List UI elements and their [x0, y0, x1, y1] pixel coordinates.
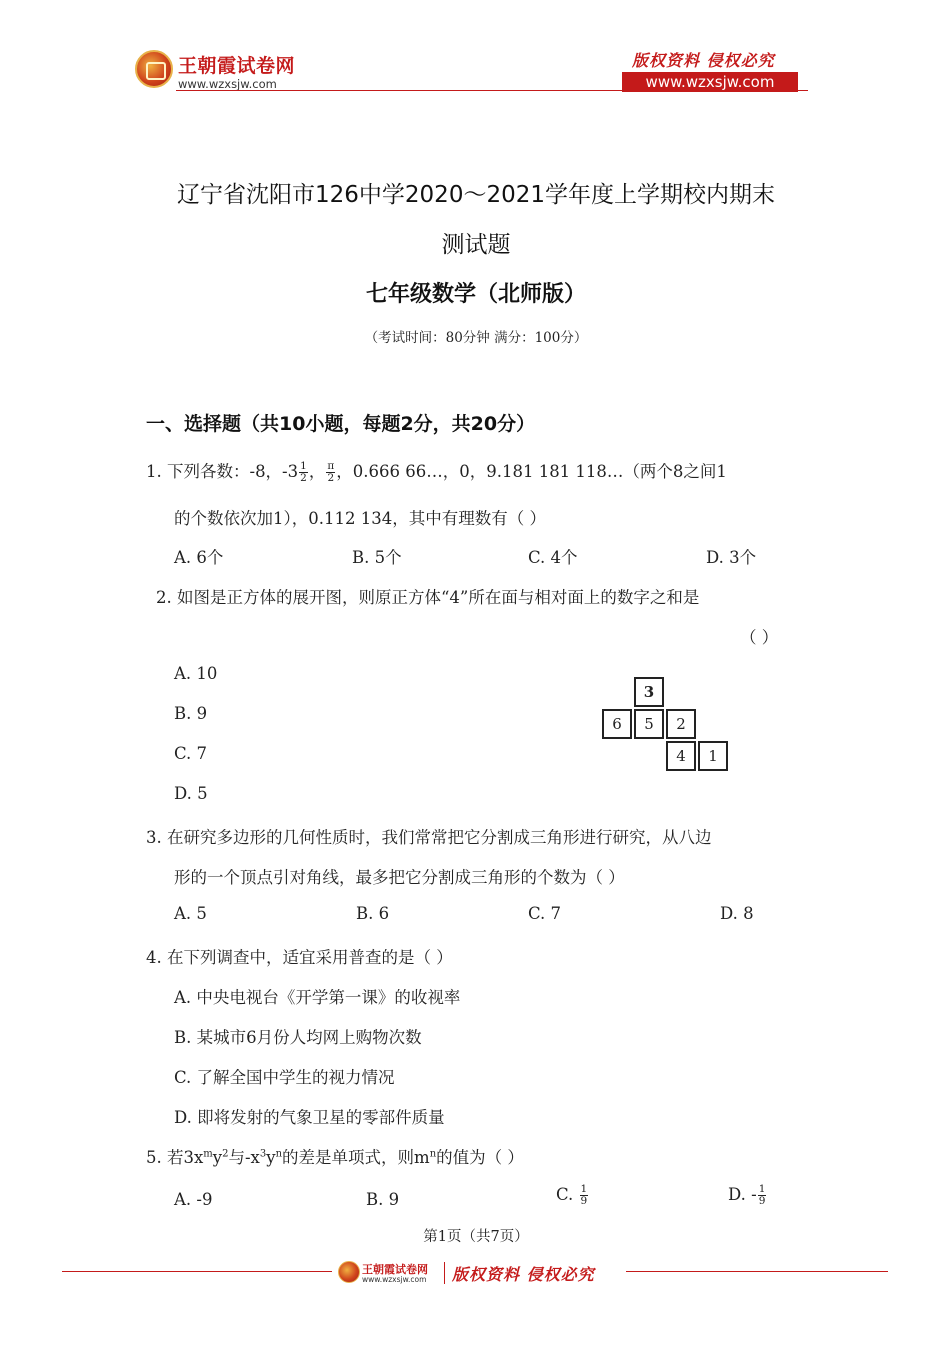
exam-subtitle: 七年级数学（北师版）	[365, 282, 586, 307]
site-brand-name: 王朝霞试卷网	[178, 55, 296, 77]
q5-part: y	[212, 1148, 223, 1167]
footer-divider-right	[626, 1271, 888, 1272]
q5-part: 的值为（ ）	[436, 1148, 524, 1167]
net-cell-mid-center: 5	[634, 709, 664, 739]
q1-option-d: D. 3个	[706, 548, 757, 567]
site-brand-url: www.wzxsjw.com	[178, 77, 277, 91]
fraction-pi-half	[326, 461, 335, 484]
frac-num: π	[327, 460, 335, 472]
q5-option-d-label: D. -	[728, 1185, 757, 1204]
footer-copyright: 版权资料 侵权必究	[452, 1265, 595, 1284]
q5-sup: 2	[222, 1148, 229, 1160]
footer-brand-name: 王朝霞试卷网	[362, 1263, 428, 1276]
fraction-one-ninth	[758, 1184, 767, 1207]
q5-sup: n	[275, 1148, 283, 1160]
q5-option-c-label: C.	[556, 1185, 574, 1204]
q5-part: 的差是单项式，则m	[282, 1148, 430, 1167]
q5-part: y	[266, 1148, 276, 1167]
header-copyright: 版权资料 侵权必究	[632, 51, 775, 70]
q2-option-d: D. 5	[174, 784, 208, 803]
footer-brand-url: www.wzxsjw.com	[362, 1275, 427, 1284]
net-cell-mid-right: 2	[666, 709, 696, 739]
net-cell-bottom-left: 4	[666, 741, 696, 771]
question-1-line1	[146, 458, 727, 484]
frac-den: 2	[327, 472, 335, 484]
q1-prefix: 1. 下列各数：-8，-3	[146, 462, 299, 481]
q1-option-c: C. 4个	[528, 548, 578, 567]
q1-option-a: A. 6个	[174, 548, 224, 567]
fraction-one-half	[299, 461, 308, 484]
net-cell-top: 3	[634, 677, 664, 707]
footer-separator	[444, 1262, 445, 1284]
question-2-stem: 2. 如图是正方体的展开图，则原正方体“4”所在面与相对面上的数字之和是	[156, 588, 700, 607]
section-heading: 一、选择题（共10小题，每题2分，共20分）	[146, 413, 536, 435]
q4-option-a: A. 中央电视台《开学第一课》的收视率	[174, 988, 461, 1007]
question-2-paren: （ ）	[740, 628, 779, 647]
net-cell-mid-left: 6	[602, 709, 632, 739]
q1-rest: ，0.666 66…，0，9.181 181 118…（两个8之间1	[336, 462, 727, 481]
fraction-one-ninth	[580, 1184, 589, 1207]
q5-sup: n	[429, 1148, 437, 1160]
question-4-stem: 4. 在下列调查中，适宜采用普查的是（ ）	[146, 948, 453, 967]
question-3-line2: 形的一个顶点引对角线，最多把它分割成三角形的个数为（ ）	[174, 868, 625, 887]
q3-option-c: C. 7	[528, 904, 562, 923]
header-url-box: www.wzxsjw.com	[622, 72, 798, 92]
q5-option-a: A. -9	[174, 1190, 213, 1209]
q5-option-b: B. 9	[366, 1190, 400, 1209]
frac-den: 9	[758, 1195, 766, 1207]
q4-option-b: B. 某城市6月份人均网上购物次数	[174, 1028, 422, 1047]
q2-option-c: C. 7	[174, 744, 208, 763]
net-cell-bottom-right: 1	[698, 741, 728, 771]
exam-title-line1: 辽宁省沈阳市126中学2020～2021学年度上学期校内期末	[177, 182, 775, 208]
footer-divider-left	[62, 1271, 332, 1272]
q5-sup: m	[203, 1148, 213, 1160]
q2-option-a: A. 10	[174, 664, 218, 683]
q5-part: 5. 若3x	[146, 1148, 204, 1167]
frac-num: 1	[300, 460, 307, 472]
q5-option-c	[556, 1184, 589, 1207]
q4-option-d: D. 即将发射的气象卫星的零部件质量	[174, 1108, 445, 1127]
q3-option-b: B. 6	[356, 904, 390, 923]
q2-option-b: B. 9	[174, 704, 208, 723]
page-number: 第1页（共7页）	[423, 1229, 529, 1245]
exam-title-line2: 测试题	[441, 232, 511, 258]
frac-num: 1	[580, 1183, 588, 1195]
q4-option-c: C. 了解全国中学生的视力情况	[174, 1068, 395, 1087]
q5-part: 与-x	[228, 1148, 260, 1167]
q5-option-d	[728, 1184, 767, 1207]
frac-den: 2	[300, 472, 307, 484]
q1-option-b: B. 5个	[352, 548, 402, 567]
question-5-stem	[146, 1144, 524, 1168]
frac-num: 1	[758, 1183, 766, 1195]
question-3-line1: 3. 在研究多边形的几何性质时，我们常常把它分割成三角形进行研究，从八边	[146, 828, 712, 847]
site-logo-icon	[135, 50, 173, 88]
question-1-line2: 的个数依次加1），0.112 134，其中有理数有（ ）	[174, 509, 546, 528]
footer-logo-icon	[338, 1261, 360, 1283]
q1-sep: ，	[308, 462, 326, 481]
q3-option-d: D. 8	[720, 904, 754, 923]
frac-den: 9	[580, 1195, 588, 1207]
exam-info: （考试时间：80分钟 满分：100分）	[364, 330, 588, 346]
q3-option-a: A. 5	[174, 904, 207, 923]
q5-sup: 3	[259, 1148, 267, 1160]
